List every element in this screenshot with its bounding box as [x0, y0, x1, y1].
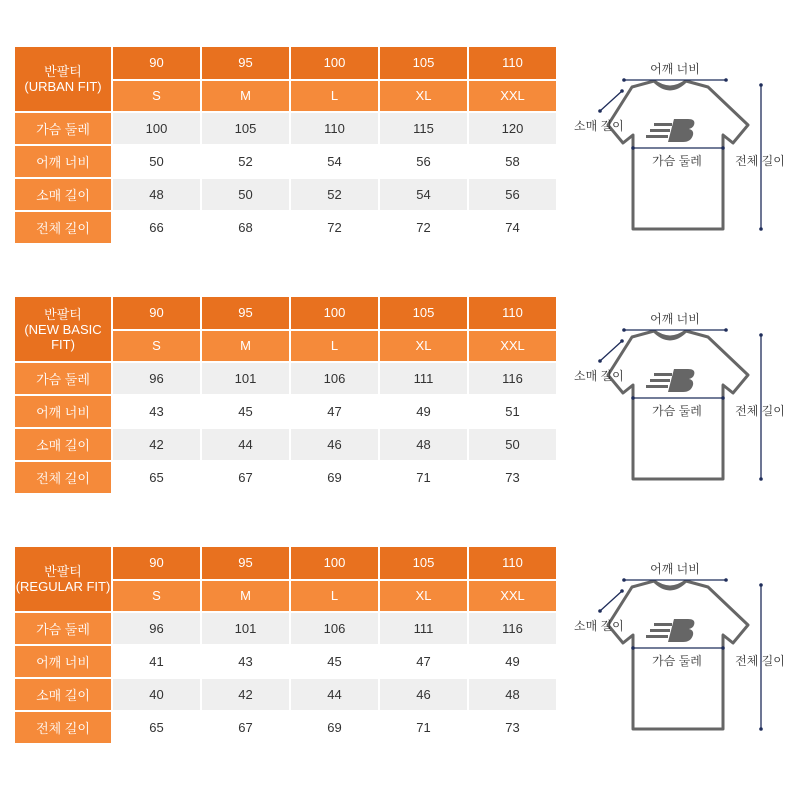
- size-chart-block: [15, 547, 800, 747]
- size-letter-header: XXL: [469, 581, 556, 612]
- table-cell: 42: [113, 429, 200, 460]
- row-label: 어깨 너비: [15, 646, 111, 677]
- chest-label: 가슴 둘레: [652, 404, 702, 418]
- table-cell: 69: [291, 462, 378, 493]
- row-label: 어깨 너비: [15, 146, 111, 177]
- table-title: [15, 47, 111, 111]
- size-chart-block: [15, 297, 800, 497]
- table-cell: 48: [469, 679, 556, 710]
- table-cell: 72: [291, 212, 378, 243]
- brand-logo-icon: [646, 619, 694, 642]
- table-row: [15, 179, 556, 210]
- table-cell: 74: [469, 212, 556, 243]
- size-numeric-header: 95: [202, 547, 289, 579]
- total-length-label: 전체 길이: [735, 404, 785, 418]
- table-row: [15, 462, 556, 493]
- table-cell: 45: [291, 646, 378, 677]
- size-letter-header: L: [291, 581, 378, 612]
- table-row: [15, 396, 556, 427]
- table-row: [15, 646, 556, 677]
- table-cell: 47: [291, 396, 378, 427]
- size-letter-header: L: [291, 331, 378, 362]
- table-cell: 54: [291, 146, 378, 177]
- size-numeric-header: 90: [113, 547, 200, 579]
- table-cell: 111: [380, 363, 467, 394]
- size-numeric-header: 105: [380, 47, 467, 79]
- table-cell: 49: [469, 646, 556, 677]
- table-row: [15, 613, 556, 644]
- tshirt-diagram: [570, 303, 790, 498]
- sleeve-length-label: 소매 길이: [574, 119, 624, 133]
- size-table: [13, 545, 558, 745]
- table-cell: 41: [113, 646, 200, 677]
- size-numeric-header: 95: [202, 297, 289, 329]
- table-cell: 96: [113, 363, 200, 394]
- chest-label: 가슴 둘레: [652, 154, 702, 168]
- tshirt-diagram: [570, 53, 790, 248]
- row-label: 가슴 둘레: [15, 363, 111, 394]
- table-cell: 40: [113, 679, 200, 710]
- size-numeric-header: 110: [469, 547, 556, 579]
- table-cell: 43: [113, 396, 200, 427]
- table-cell: 56: [469, 179, 556, 210]
- table-cell: 100: [113, 113, 200, 144]
- size-numeric-header: 100: [291, 297, 378, 329]
- size-chart-block: [15, 47, 800, 247]
- table-cell: 49: [380, 396, 467, 427]
- row-label: 소매 길이: [15, 429, 111, 460]
- table-cell: 72: [380, 212, 467, 243]
- row-label: 전체 길이: [15, 212, 111, 243]
- size-letter-header: XL: [380, 81, 467, 112]
- size-letter-header: S: [113, 581, 200, 612]
- title-line2: (URBAN FIT): [24, 79, 102, 94]
- size-numeric-header: 105: [380, 547, 467, 579]
- table-cell: 71: [380, 712, 467, 743]
- shoulder-width-label: 어깨 너비: [650, 562, 700, 576]
- table-cell: 68: [202, 212, 289, 243]
- size-letter-header: M: [202, 331, 289, 362]
- table-cell: 71: [380, 462, 467, 493]
- table-cell: 110: [291, 113, 378, 144]
- size-letter-header: M: [202, 581, 289, 612]
- table-row: [15, 679, 556, 710]
- table-cell: 52: [291, 179, 378, 210]
- row-label: 전체 길이: [15, 462, 111, 493]
- table-cell: 66: [113, 212, 200, 243]
- size-table: [13, 45, 558, 245]
- size-numeric-header: 100: [291, 547, 378, 579]
- table-cell: 106: [291, 613, 378, 644]
- header-row-numeric: [15, 297, 556, 329]
- table-cell: 46: [380, 679, 467, 710]
- table-cell: 46: [291, 429, 378, 460]
- table-cell: 115: [380, 113, 467, 144]
- table-cell: 48: [380, 429, 467, 460]
- size-letter-header: L: [291, 81, 378, 112]
- table-row: [15, 712, 556, 743]
- table-cell: 47: [380, 646, 467, 677]
- row-label: 어깨 너비: [15, 396, 111, 427]
- size-table: [13, 295, 558, 495]
- table-cell: 105: [202, 113, 289, 144]
- tshirt-diagram: [570, 553, 790, 748]
- table-cell: 51: [469, 396, 556, 427]
- title-line1: 반팔티: [44, 64, 82, 79]
- table-title: [15, 547, 111, 611]
- header-row-numeric: [15, 47, 556, 79]
- table-row: [15, 363, 556, 394]
- row-label: 소매 길이: [15, 679, 111, 710]
- row-label: 가슴 둘레: [15, 613, 111, 644]
- table-cell: 56: [380, 146, 467, 177]
- table-cell: 44: [291, 679, 378, 710]
- size-numeric-header: 110: [469, 47, 556, 79]
- table-row: [15, 212, 556, 243]
- table-cell: 48: [113, 179, 200, 210]
- table-cell: 58: [469, 146, 556, 177]
- size-letter-header: S: [113, 81, 200, 112]
- total-length-label: 전체 길이: [735, 654, 785, 668]
- table-row: [15, 113, 556, 144]
- table-cell: 44: [202, 429, 289, 460]
- size-letter-header: XXL: [469, 331, 556, 362]
- row-label: 전체 길이: [15, 712, 111, 743]
- size-letter-header: XL: [380, 581, 467, 612]
- title-line1: 반팔티: [44, 564, 82, 579]
- brand-logo-icon: [646, 119, 694, 142]
- brand-logo-icon: [646, 369, 694, 392]
- size-numeric-header: 90: [113, 297, 200, 329]
- size-numeric-header: 100: [291, 47, 378, 79]
- table-cell: 52: [202, 146, 289, 177]
- total-length-label: 전체 길이: [735, 154, 785, 168]
- table-row: [15, 429, 556, 460]
- table-cell: 54: [380, 179, 467, 210]
- size-numeric-header: 90: [113, 47, 200, 79]
- table-cell: 73: [469, 462, 556, 493]
- shoulder-width-label: 어깨 너비: [650, 62, 700, 76]
- table-cell: 106: [291, 363, 378, 394]
- table-cell: 43: [202, 646, 289, 677]
- table-cell: 101: [202, 613, 289, 644]
- size-numeric-header: 105: [380, 297, 467, 329]
- title-line2: (REGULAR FIT): [15, 579, 111, 594]
- sleeve-length-label: 소매 길이: [574, 619, 624, 633]
- table-title: [15, 297, 111, 361]
- table-cell: 65: [113, 712, 200, 743]
- header-row-numeric: [15, 547, 556, 579]
- table-cell: 69: [291, 712, 378, 743]
- table-cell: 50: [202, 179, 289, 210]
- size-letter-header: XL: [380, 331, 467, 362]
- table-cell: 67: [202, 712, 289, 743]
- size-numeric-header: 95: [202, 47, 289, 79]
- table-cell: 120: [469, 113, 556, 144]
- shoulder-width-label: 어깨 너비: [650, 312, 700, 326]
- table-cell: 101: [202, 363, 289, 394]
- title-line2: (NEW BASIC FIT): [24, 321, 102, 352]
- size-letter-header: S: [113, 331, 200, 362]
- table-cell: 50: [469, 429, 556, 460]
- table-cell: 73: [469, 712, 556, 743]
- table-cell: 111: [380, 613, 467, 644]
- table-cell: 65: [113, 462, 200, 493]
- table-cell: 116: [469, 363, 556, 394]
- row-label: 가슴 둘레: [15, 113, 111, 144]
- row-label: 소매 길이: [15, 179, 111, 210]
- size-numeric-header: 110: [469, 297, 556, 329]
- size-letter-header: M: [202, 81, 289, 112]
- title-line1: 반팔티: [44, 306, 82, 322]
- table-cell: 96: [113, 613, 200, 644]
- table-cell: 50: [113, 146, 200, 177]
- table-cell: 67: [202, 462, 289, 493]
- table-cell: 45: [202, 396, 289, 427]
- table-cell: 116: [469, 613, 556, 644]
- size-letter-header: XXL: [469, 81, 556, 112]
- sleeve-length-label: 소매 길이: [574, 369, 624, 383]
- chest-label: 가슴 둘레: [652, 654, 702, 668]
- table-cell: 42: [202, 679, 289, 710]
- table-row: [15, 146, 556, 177]
